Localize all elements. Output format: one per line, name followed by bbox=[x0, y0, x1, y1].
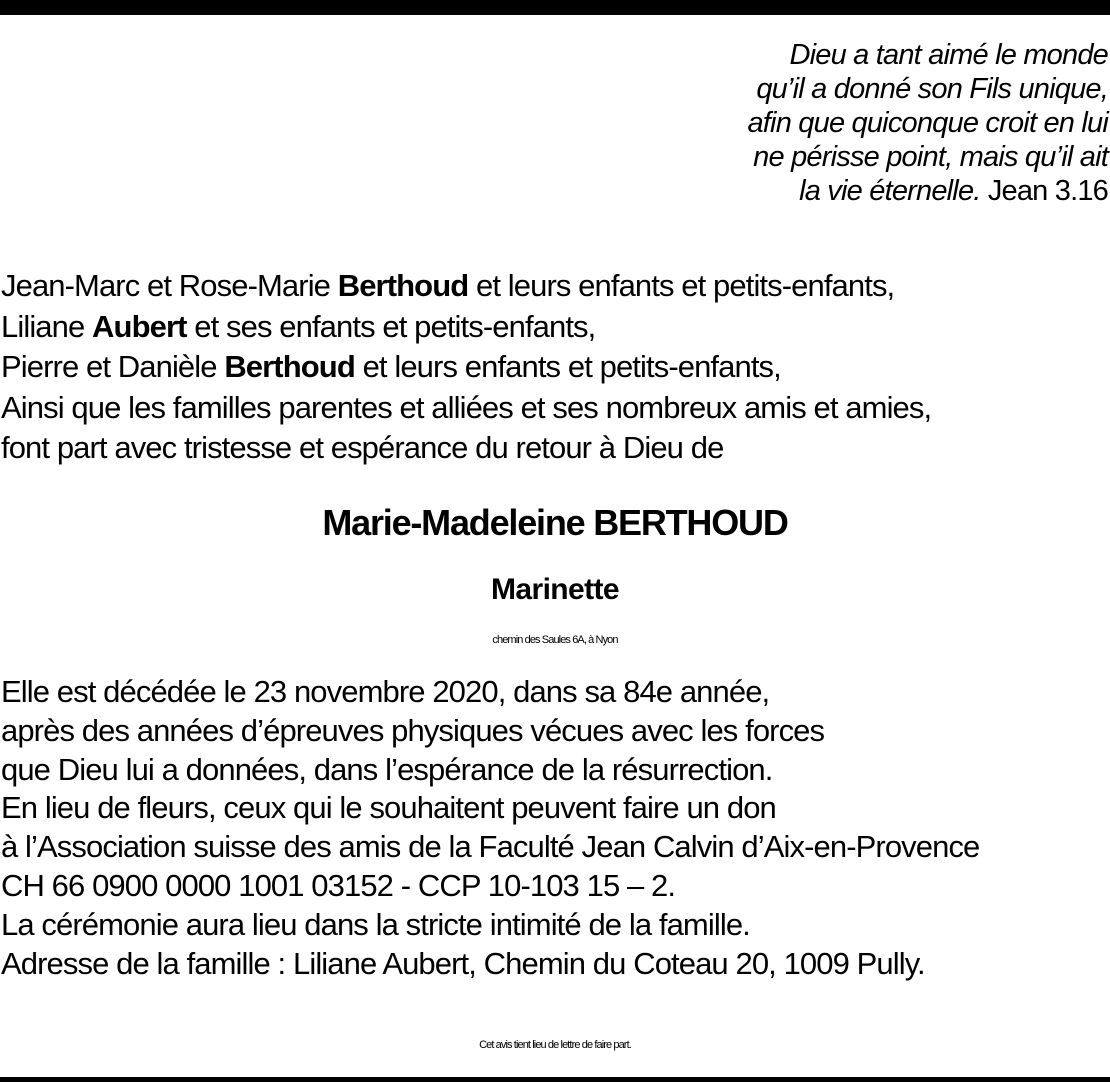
body-line: Elle est décédée le 23 novembre 2020, dans sa 84e année, bbox=[1, 674, 770, 709]
family-surname: Berthoud bbox=[337, 268, 469, 303]
verse-reference: Jean 3.16 bbox=[987, 175, 1108, 207]
body-line: après des années d’épreuves physiques vécues avec les forces bbox=[1, 712, 825, 748]
bible-verse bbox=[747, 38, 1108, 208]
verse-line: ne périsse point, mais qu’il ait bbox=[753, 141, 1108, 173]
top-border-rule bbox=[0, 0, 1110, 15]
verse-line: qu’il a donné son Fils unique, bbox=[756, 73, 1108, 105]
family-line: font part avec tristesse et espérance du retour à Dieu de bbox=[1, 430, 724, 465]
notice-body bbox=[1, 673, 979, 983]
family-surname: Aubert bbox=[92, 308, 187, 344]
verse-line: Dieu a tant aimé le monde bbox=[789, 39, 1108, 71]
family-line bbox=[1, 307, 931, 348]
family-announcement bbox=[1, 266, 931, 469]
deceased-name: Marie-Madeleine BERTHOUD bbox=[322, 502, 788, 543]
bottom-border-rule bbox=[0, 1077, 1110, 1082]
body-line: La cérémonie aura lieu dans la stricte intimité de la famille. bbox=[1, 906, 750, 942]
family-line-suffix: et leurs enfants et petits-enfants, bbox=[468, 268, 895, 303]
deceased-address: chemin des Saules 6A, à Nyon bbox=[492, 634, 618, 646]
family-line bbox=[1, 266, 931, 307]
family-line-suffix: et leurs enfants et petits-enfants, bbox=[354, 349, 781, 384]
body-line: CH 66 0900 0000 1001 03152 - CCP 10-103 15 – 2. bbox=[1, 867, 676, 903]
family-line: Ainsi que les familles parentes et alliées et ses nombreux amis et amies, bbox=[1, 389, 932, 425]
family-line-prefix: Pierre et Danièle bbox=[1, 349, 225, 384]
family-line-suffix: et ses enfants et petits-enfants, bbox=[186, 308, 596, 344]
body-line: En lieu de fleurs, ceux qui le souhaitent peuvent faire un don bbox=[1, 790, 776, 826]
family-surname: Berthoud bbox=[224, 349, 355, 384]
family-line-prefix: Jean-Marc et Rose-Marie bbox=[1, 268, 338, 303]
verse-line-text: la vie éternelle. bbox=[799, 175, 981, 207]
family-line bbox=[1, 347, 931, 388]
body-line: que Dieu lui a données, dans l’espérance de la résurrection. bbox=[1, 751, 773, 787]
body-line: à l’Association suisse des amis de la Faculté Jean Calvin d’Aix-en-Provence bbox=[1, 829, 980, 865]
verse-line: afin que quiconque croit en lui bbox=[747, 107, 1108, 139]
body-line: Adresse de la famille : Liliane Aubert, Chemin du Coteau 20, 1009 Pully. bbox=[1, 945, 925, 981]
verse-line-last bbox=[747, 174, 1108, 208]
family-line-prefix: Liliane bbox=[1, 308, 93, 344]
deceased-nickname: Marinette bbox=[491, 573, 619, 606]
closing-note: Cet avis tient lieu de lettre de faire part. bbox=[479, 1039, 631, 1051]
